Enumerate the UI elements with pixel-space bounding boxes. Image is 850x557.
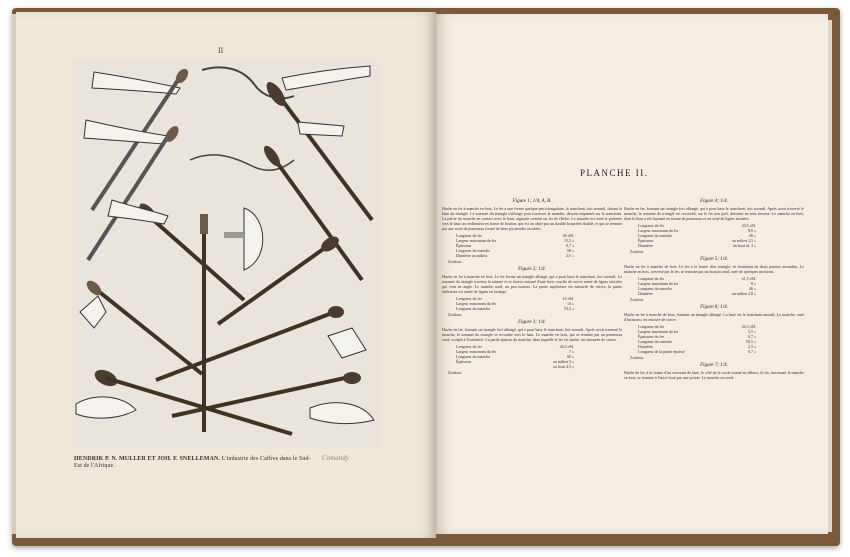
figure-source: Zoulous. (448, 259, 463, 264)
measurement-label: Largeur maximum du fer (638, 329, 679, 334)
measurement-label: Diamètre au milieu (456, 253, 487, 258)
measurement-value: 50,5 » (746, 339, 756, 344)
axe-f-drawing (218, 233, 342, 324)
measurement-row (638, 349, 756, 354)
measurement-row (456, 364, 574, 369)
measurement-label: Épaisseur du fer (638, 334, 664, 339)
illustration-plate (72, 60, 380, 448)
figure-heading: Figure 2; 1/4. (518, 267, 546, 272)
figure-heading: Figure 5; 1/4. (700, 257, 728, 262)
signature: Comandy (322, 454, 349, 462)
measurement-label: Longueur du fer (638, 324, 664, 329)
measurement-label: Largeur maximum du fer (638, 281, 679, 286)
figure-description: Hache en fer, formant un triangle fort allongé, qui a pour base le tranchant, fort arrondi. Après avoir traversé le manche, le sommet du triangle est recourbé, sur le fer non poli, dessinés en sens inverse. Le manche en bois, dont le bout a été façonné en forme de pommeau et est orné de lignes incisées. (624, 206, 804, 221)
caption-text: L'industrie des Caffres dans le Sud-Est de l'Afrique. (74, 456, 311, 469)
measurement-value: au milieu 3 » (553, 359, 574, 364)
measurement-value: 6,7 » (748, 349, 756, 354)
measurement-value: 36 cM. (562, 233, 574, 238)
axe-e-drawing (108, 200, 244, 300)
axe-i-drawing (76, 367, 292, 434)
figure-description: Hache en fer à manche de bois, formant un triangle allongé. La base est le tranchant arrondi. Le manche, orné d'incisions, est entouré de cuivre. (624, 312, 804, 322)
plate-caption (74, 456, 314, 470)
measurement-row (456, 306, 574, 311)
measurement-value: 8 » (751, 281, 756, 286)
measurement-row (456, 253, 574, 258)
figure-source: Zoulous. (448, 312, 463, 317)
measurement-label: Diamètre (638, 291, 653, 296)
measurement-value: 46 » (749, 286, 756, 291)
figure-description: Hache en fer, formant un triangle fort allongé, qui a pour base le tranchant, fort arrondi. Après avoir traversé le manche, le sommet du triangle se recourbe vers le haut. Le manche en bois, qui se termine par un pommeau rond, sculpté à l'extrémité. La partie épaisse du manche, dans laquelle le fer est inséré, est entourée de cuivre. (442, 327, 622, 342)
measurement-value: 5,5 » (748, 329, 756, 334)
measurement-row (638, 243, 756, 248)
figure-description: Hache de fer, à la forme d'un croissant de lune, le côté de la corde tourné en dehors, le fer, traversant le manche en bois, se termine à l'autre bout par une pointe. Le manche est rond. (624, 370, 804, 380)
measurement-label: Épaisseur (456, 359, 472, 364)
measurement-label: Diamètre (638, 344, 653, 349)
measurement-value: au bout 4,5 » (553, 364, 574, 369)
measurement-label: Longueur du manche (456, 248, 490, 253)
axe-c-drawing (84, 120, 181, 260)
measurement-value: 8,5 » (748, 228, 756, 233)
figure-heading: Figure 3; 1/4. (518, 320, 546, 325)
measurement-value: 53,5 » (564, 306, 574, 311)
figure-description: Hache en fer à manche en bois. Le fer forme un triangle allongé, qui a pour base le tranchant, fort arrondi. Le sommet du triangle traverse la rainure et se trouve entouré d'une forte couche de cuivre ornée de lignes incisées qui vont en angle. Le manche rond, un peu noueux. La partie supérieure est entourée de cuivre, la partie inférieure est ornée de lignes en losange. (442, 274, 622, 294)
measurement-label: Diamètre (638, 243, 653, 248)
figure-description: Hache en fer à manche en bois. Le fer a une forme quelque peu triangulaire, le tranchant, fort arrondi, faisant le base du triangle. Le sommet du triangle s'allonge pour traverser le manche; dessins imprimés sur le tranchant. La partie du manche en contact avec le haut, aiguisée comme un fer de flèche. Le manche est rond et présente vers le haut un renflement en forme de bouton, qui est un objet par un double bourrelet doublé, et qui se termine par une sorte de pommeau formé de deux pyramides accolées. (442, 206, 622, 231)
measurement-label: Longueur du fer (638, 276, 664, 281)
measurement-label: Épaisseur (456, 243, 472, 248)
figure-heading: Figure 4; 1/4. (700, 199, 728, 204)
measurement-label: Longueur du fer (456, 233, 482, 238)
measurement-label: Largeur maximum du fer (456, 238, 497, 243)
measurement-value: 44,5 cM. (559, 344, 574, 349)
measurement-label: Longueur du fer (456, 296, 482, 301)
measurement-value: 20,5 cM. (741, 223, 756, 228)
measurements-list (456, 344, 622, 369)
measurement-label: Largeur maximum du fer (456, 301, 497, 306)
figure-heading: Figure 7; 1/4. (700, 363, 728, 368)
measurement-value: 46 » (749, 233, 756, 238)
plate-number: II (218, 46, 224, 55)
measurement-label: Longueur du fer (638, 223, 664, 228)
text-column-left (442, 196, 622, 378)
measurement-row (638, 291, 756, 296)
measurement-label: Largeur maximum du fer (456, 349, 497, 354)
figure-source: Zoulous. (630, 297, 645, 302)
measurement-label: Épaisseur (638, 238, 654, 243)
measurement-value: 2,5 » (748, 344, 756, 349)
measurement-value: au bout id. 3 » (733, 243, 756, 248)
axe-g-drawing (80, 278, 202, 374)
measurement-label: Longueur du manche (456, 306, 490, 311)
measurement-label: Longueur du manche (638, 233, 672, 238)
measurement-value: 41,5 cM. (741, 276, 756, 281)
measurement-label: Largeur maximum du fer (638, 228, 679, 233)
measurement-value: au milieu 2,5 » (732, 238, 756, 243)
figure-description: Hache en fer à manche de bois. Le fer a la forme d'un triangle, se terminant en deux pointes arrondies. Le manche en bois, traversé par le fer, se termine par un bouton rond, orné de quelques incisions. (624, 264, 804, 274)
measurement-value: 60 » (567, 354, 574, 359)
figure-heading: Figure 1; 1/4, A, B. (512, 199, 552, 204)
text-column-right (624, 196, 804, 382)
figure-source: Zoulous. (630, 249, 645, 254)
measurement-label: Longueur du manche (456, 354, 490, 359)
measurements-list (638, 276, 804, 296)
figure-source: Zoulous. (448, 370, 463, 375)
measurement-value: 0,7 » (566, 243, 574, 248)
measurement-value: 16 cM. (562, 296, 574, 301)
measurement-label: Longueur du fer (456, 344, 482, 349)
measurements-list (456, 233, 622, 258)
measurements-list (456, 296, 622, 311)
measurement-label: Longueur de la partie épaisse (638, 349, 685, 354)
measurement-value: 58 » (567, 248, 574, 253)
measurement-value: 7 » (569, 349, 574, 354)
figure-heading: Figure 6; 1/4. (700, 305, 728, 310)
measurement-value: 44,5 cM. (741, 324, 756, 329)
measurements-list (638, 223, 804, 248)
axe-b-drawing (263, 66, 372, 220)
axes-illustration (72, 60, 380, 448)
caption-authors: HENDRIK P. N. MULLER ET JOH. F. SNELLEMAN. (74, 456, 221, 462)
measurement-value: 14 » (567, 301, 574, 306)
measurement-label: Longueur du manche (638, 339, 672, 344)
measurement-label: Longueur du manche (638, 286, 672, 291)
measurements-list (638, 324, 804, 354)
measurement-value: au milieu 2,8 » (732, 291, 756, 296)
planche-title: PLANCHE II. (580, 168, 649, 178)
figure-source: Zoulous. (630, 355, 645, 360)
measurement-value: 15,5 » (564, 238, 574, 243)
measurement-value: 2,5 » (566, 253, 574, 258)
measurement-value: 0,7 » (748, 334, 756, 339)
